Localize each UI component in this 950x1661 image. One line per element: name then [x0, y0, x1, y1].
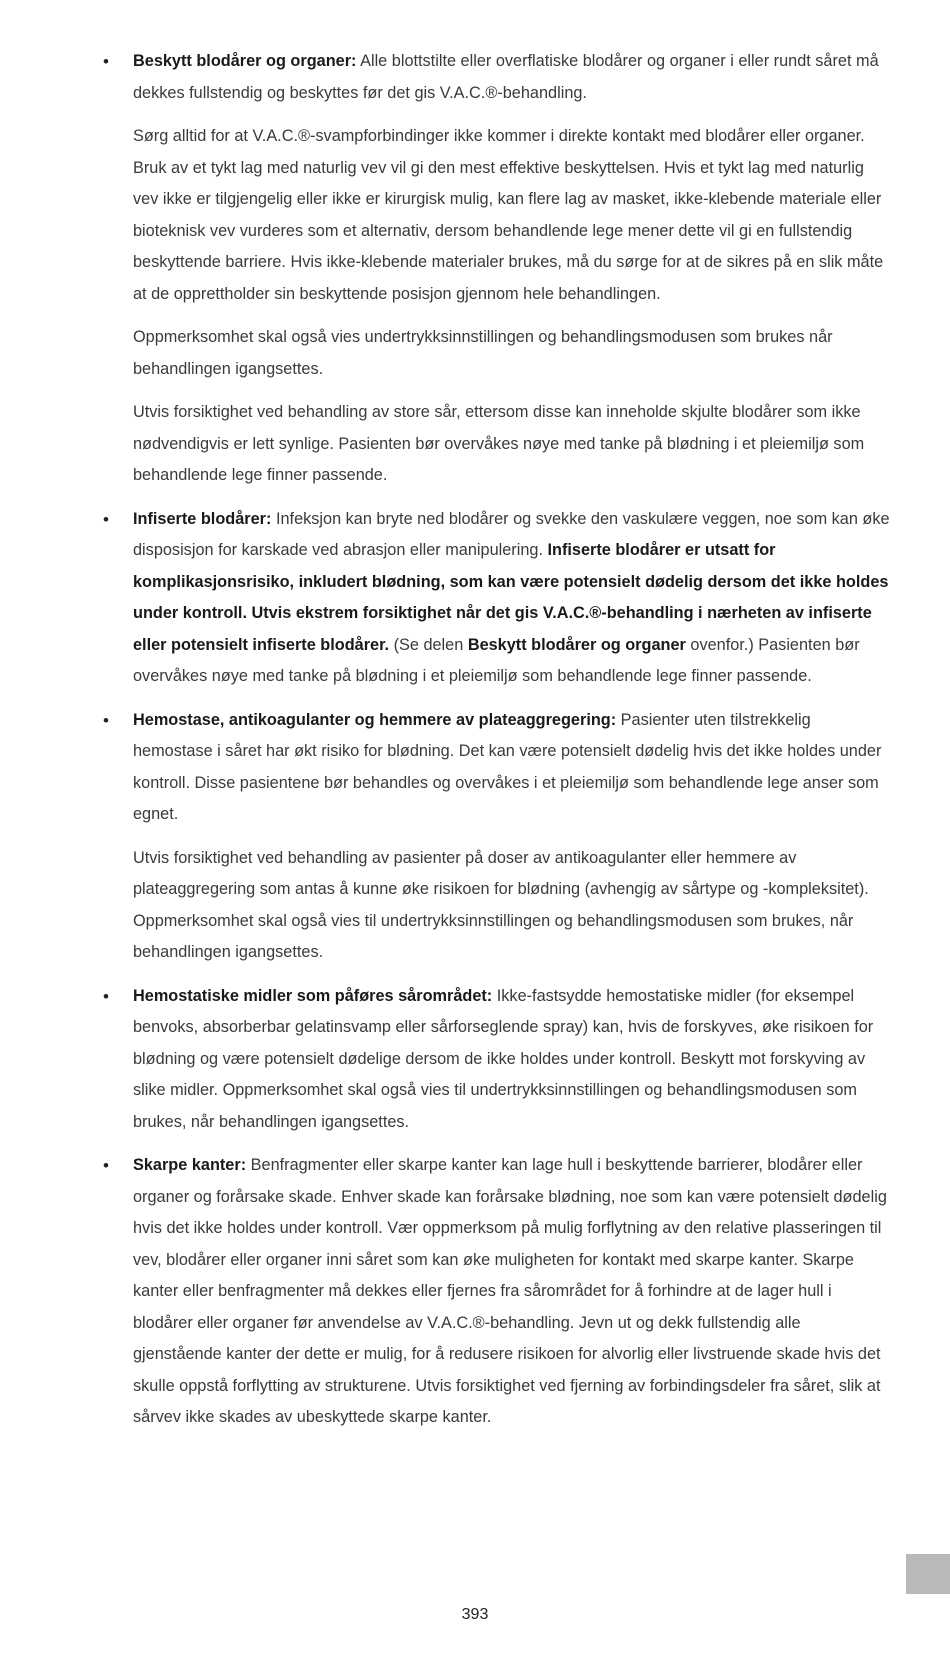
paragraph-text: Ikke-fastsydde hemostatiske midler (for eksempel benvoks, absorberbar gelatinsvamp eller sårforseglende spray) kan, hvis de forskyves, øke risikoen for blødning og være potensielt dødelige dersom de ikke holdes under kontroll. Beskytt mot forskyving av slike midler. Oppmerksomhet skal også vies til undertrykksinnstillingen og behandlingsmodusen som brukes, når behandlingen igangsettes.	[133, 986, 874, 1131]
document-body	[103, 46, 893, 1446]
paragraph-text: ovenfor.) Pasienten bør overvåkes nøye med tanke på blødning i et pleiemiljø som behandlende lege finner passende.	[133, 635, 860, 685]
paragraph-text: Alle blottstilte eller overflatiske blodårer og organer i eller rundt såret må dekkes fullstendig og beskyttes før det gis V.A.C.®-behandling.	[133, 52, 879, 102]
item-heading: Hemostase, antikoagulanter og hemmere av plateaggregering:	[133, 710, 617, 729]
paragraph	[133, 1150, 893, 1434]
list-item-protect-vessels	[103, 46, 893, 492]
item-heading: Hemostatiske midler som påføres sårområdet:	[133, 986, 493, 1005]
list-item-hemostatic-agents	[103, 981, 893, 1139]
paragraph	[133, 705, 893, 831]
emphasis-text: Infiserte blodårer er utsatt for komplikasjonsrisiko, inkludert blødning, som kan være potensielt dødelig dersom det ikke holdes under kontroll. Utvis ekstrem forsiktighet når det gis V.A.C.®-behandling i nærheten av infiserte eller potensielt infiserte blodårer.	[133, 541, 889, 654]
item-heading: Beskytt blodårer og organer:	[133, 52, 357, 70]
paragraph: Sørg alltid for at V.A.C.®-svampforbindinger ikke kommer i direkte kontakt med blodårer eller organer. Bruk av et tykt lag med naturlig vev vil gi den mest effektive beskyttelsen. Hvis et tykt lag med naturlig vev ikke er tilgjengelig eller ikke er kirurgisk mulig, kan flere lag av masket, ikke-klebende materiale eller bioteknisk vev vurderes som et alternativ, dersom behandlende lege mener dette vil gi en fullstendig beskyttende barriere. Hvis ikke-klebende materialer brukes, må du sørge for at de sikres på en slik måte at de opprettholder sin beskyttende posisjon gjennom hele behandlingen.	[133, 127, 884, 303]
bullet: •	[103, 52, 109, 71]
bullet: •	[103, 1156, 109, 1175]
item-heading: Infiserte blodårer:	[133, 509, 272, 528]
paragraph	[133, 504, 893, 693]
paragraph: Utvis forsiktighet ved behandling av store sår, ettersom disse kan inneholde skjulte blodårer som ikke nødvendigvis er lett synlige. Pasienten bør overvåkes nøye med tanke på blødning i et pleiemiljø som behandlende lege finner passende.	[133, 403, 865, 484]
paragraph-text: Infeksjon kan bryte ned blodårer og svekke den vaskulære veggen, noe som kan øke disposisjon for karskade ved abrasjon eller manipulering.	[133, 509, 890, 559]
list-item-sharp-edges	[103, 1150, 893, 1434]
item-heading: Skarpe kanter:	[133, 1156, 247, 1174]
paragraph	[133, 46, 893, 109]
paragraph-text: (Se delen	[389, 635, 468, 654]
page-number: 393	[461, 1606, 489, 1623]
bullet: •	[103, 710, 109, 730]
cross-reference: Beskytt blodårer og organer	[467, 635, 686, 654]
paragraph: Oppmerksomhet skal også vies undertrykksinnstillingen og behandlingsmodusen som brukes når behandlingen igangsettes.	[133, 328, 833, 378]
paragraph: Utvis forsiktighet ved behandling av pasienter på doser av antikoagulanter eller hemmere av plateaggregering som antas å kunne øke risikoen for blødning (avhengig av sårtype og -kompleksitet). Oppmerksomhet skal også vies til undertrykksinnstillingen og behandlingsmodusen som brukes, når behandlingen igangsettes.	[133, 848, 869, 961]
section-thumb-tab	[906, 1554, 950, 1594]
paragraph-text: Benfragmenter eller skarpe kanter kan lage hull i beskyttende barrierer, blodårer eller organer og forårsake skade. Enhver skade kan forårsake blødning, noe som kan være potensielt dødelig hvis det ikke holdes under kontroll. Vær oppmerksom på mulig forflytning av den relative plasseringen til vev, blodårer eller organer inni såret som kan øke muligheten for kontakt med skarpe kanter. Skarpe kanter eller benfragmenter må dekkes eller fjernes fra sårområdet for å forhindre at de lager hull i blodårer eller organer før anvendelse av V.A.C.®-behandling. Jevn ut og dekk fullstendig alle gjenstående kanter der dette er mulig, for å redusere risikoen for alvorlig eller livstruende skade hvis det skulle oppstå forflytting av strukturene. Utvis forsiktighet ved fjerning av forbindingsdeler fra såret, slik at sårvev ikke skades av ubeskyttede skarpe kanter.	[133, 1156, 887, 1426]
bullet: •	[103, 986, 109, 1006]
paragraph-text: Pasienter uten tilstrekkelig hemostase i såret har økt risiko for blødning. Det kan være potensielt dødelig hvis det ikke holdes under kontroll. Disse pasientene bør behandles og overvåkes i et pleiemiljø som behandlende lege anser som egnet.	[133, 710, 882, 823]
list-item-hemostasis	[103, 705, 893, 969]
paragraph	[133, 981, 893, 1139]
list-item-infected-vessels	[103, 504, 893, 693]
bullet: •	[103, 509, 109, 529]
